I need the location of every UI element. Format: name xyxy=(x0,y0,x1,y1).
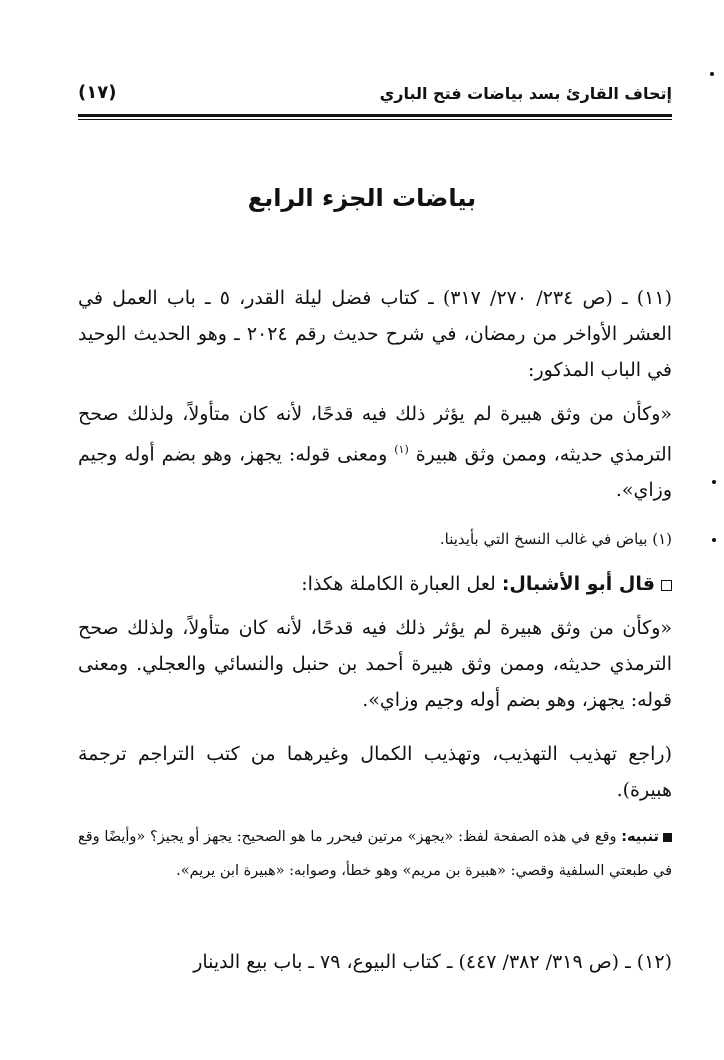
quote-1 xyxy=(78,396,672,508)
quote-1-part-b: ومعنى قوله: يجهز، وهو بضم أوله وجيم وزاي». xyxy=(78,443,672,502)
entry-11-text: (١١) ـ (ص ٢٣٤/ ٢٧٠/ ٣١٧) ـ كتاب فضل ليلة القدر، ٥ ـ باب العمل في العشر الأواخر من رمضان، في شرح حديث رقم ٢٠٢٤ ـ وهو الحديث الوحيد في الباب المذكور: xyxy=(78,287,672,381)
scan-speck xyxy=(712,538,716,542)
footnote xyxy=(78,522,672,556)
page-number: (١٧) xyxy=(78,82,117,103)
quote-1-text xyxy=(78,396,672,508)
black-square-bullet-icon xyxy=(663,833,672,842)
notice xyxy=(78,820,672,888)
book-title: إتحاف القارئ بسد بياضات فتح الباري xyxy=(379,84,672,103)
header-rule xyxy=(78,114,672,117)
entry-11 xyxy=(78,280,672,388)
footnote-text: (١) بياض في غالب النسخ التي بأيدينا. xyxy=(439,530,672,548)
entry-12 xyxy=(78,944,672,980)
quote-2-text: «وكأن من وثق هبيرة لم يؤثر ذلك فيه قدحًا، لأنه كان متأولاً، ولذلك صحح الترمذي حديثه، وممن وثق هبيرة أحمد بن حنبل والنسائي والعجلي. ومعنى قوله: يجهز، وهو بضم أوله وجيم وزاي». xyxy=(78,617,672,711)
scan-speck xyxy=(710,72,714,76)
scan-speck xyxy=(712,480,716,484)
abu-ashbal-label: قال أبو الأشبال: xyxy=(501,573,655,595)
quote-1-part-a: «وكأن من وثق هبيرة لم يؤثر ذلك فيه قدحًا، لأنه كان متأولاً، ولذلك صحح الترمذي حديثه، وممن وثق هبيرة xyxy=(78,403,672,466)
square-bullet-icon xyxy=(661,580,672,591)
reference xyxy=(78,736,672,808)
header-rule-thin xyxy=(78,119,672,120)
running-header xyxy=(78,78,672,114)
abu-ashbal-text: لعل العبارة الكاملة هكذا: xyxy=(301,573,502,595)
footnote-marker: (١) xyxy=(394,443,409,456)
abu-ashbal-comment xyxy=(78,566,672,602)
notice-label: تنبيه: xyxy=(621,829,659,845)
section-title: بياضات الجزء الرابع xyxy=(247,184,477,212)
notice-text: وقع في هذه الصفحة لفظ: «يجهز» مرتين فيحرر ما هو الصحيح: يجهز أو يجيز؟ «وأيضًا وقع في طبعتي السلفية وقصي: «هبيرة بن مريم» وهو خطأ، وصوابه: «هبيرة ابن يريم». xyxy=(78,829,672,879)
entry-12-text: (١٢) ـ (ص ٣١٩/ ٣٨٢/ ٤٤٧) ـ كتاب البيوع، ٧٩ ـ باب بيع الدينار xyxy=(193,951,672,973)
reference-text: (راجع تهذيب التهذيب، وتهذيب الكمال وغيرهما من كتب التراجم ترجمة هبيرة). xyxy=(78,743,672,801)
quote-2 xyxy=(78,610,672,718)
